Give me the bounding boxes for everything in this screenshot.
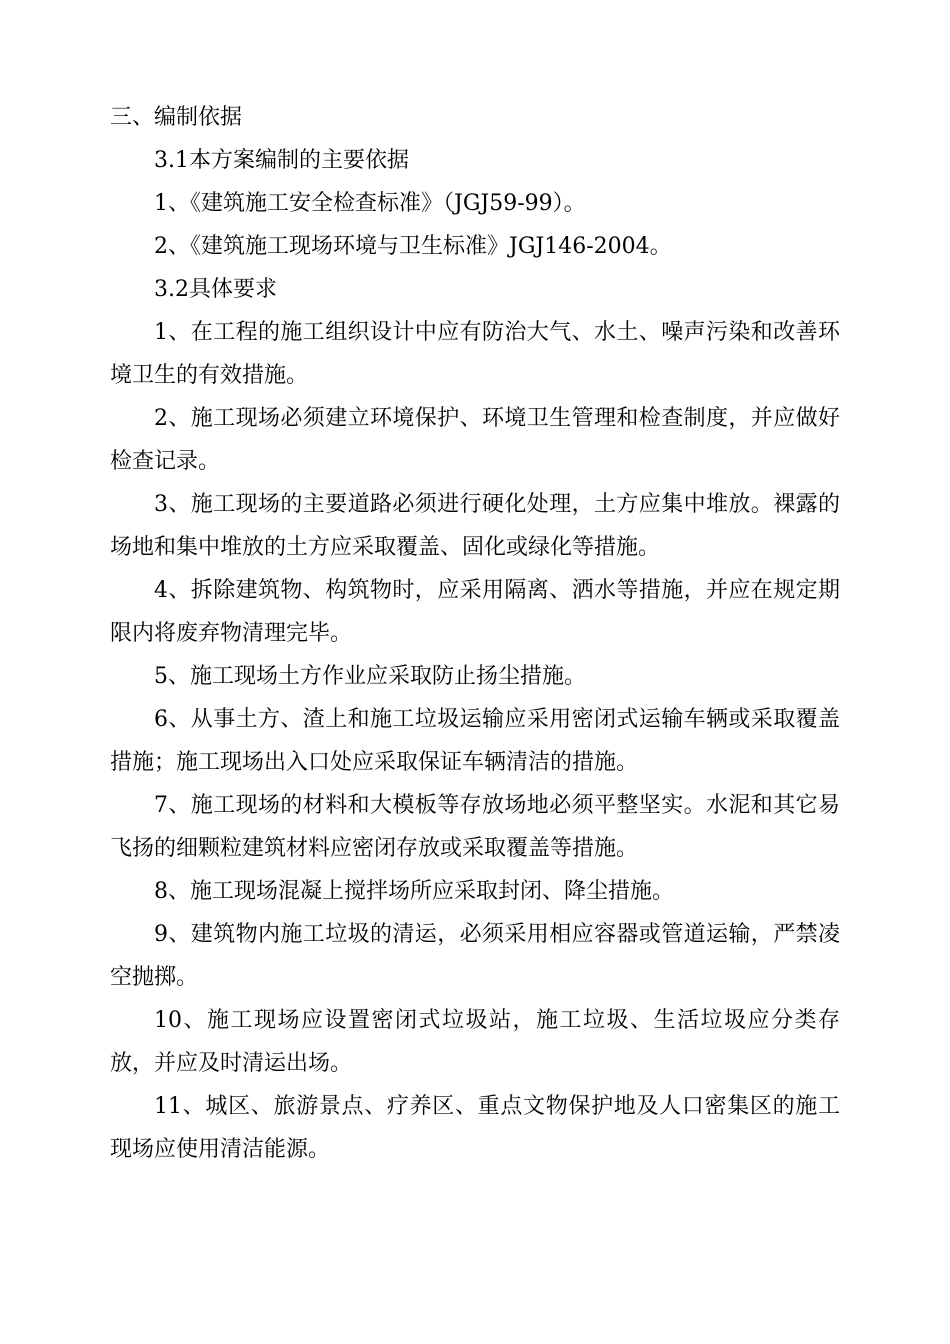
subsection-title-requirements: 3.2具体要求 [154,277,277,302]
basis-item: 2、《建筑施工现场环境与卫生标准》JGJ146-2004。 [154,234,672,259]
requirement-item: 4、拆除建筑物、构筑物时，应采用隔离、洒水等措施，并应在规定期限内将废弃物清理完毕。 [110,578,840,646]
requirement-item: 2、施工现场必须建立环境保护、环境卫生管理和检查制度，并应做好检查记录。 [110,406,840,474]
basis-item: 1、《建筑施工安全检查标准》（JGJ59-99）。 [154,191,586,216]
requirement-item: 11、城区、旅游景点、疗养区、重点文物保护地及人口密集区的施工现场应使用清洁能源。 [110,1094,840,1162]
requirement-item: 3、施工现场的主要道路必须进行硬化处理，土方应集中堆放。裸露的场地和集中堆放的土方应采取覆盖、固化或绿化等措施。 [110,492,840,560]
document-page [110,96,840,1171]
requirement-item: 8、施工现场混凝上搅拌场所应采取封闭、降尘措施。 [154,879,674,904]
requirement-item: 7、施工现场的材料和大模板等存放场地必须平整坚实。水泥和其它易飞扬的细颗粒建筑材料应密闭存放或采取覆盖等措施。 [110,793,840,861]
requirement-item: 5、施工现场土方作业应采取防止扬尘措施。 [154,664,586,689]
subsection-title-basis: 3.1本方案编制的主要依据 [154,148,409,173]
requirement-item: 6、从事土方、渣上和施工垃圾运输应采用密闭式运输车辆或采取覆盖措施；施工现场出入口处应采取保证车辆清洁的措施。 [110,707,840,775]
requirement-item: 1、在工程的施工组织设计中应有防治大气、水土、噪声污染和改善环境卫生的有效措施。 [110,320,840,388]
section-heading: 三、编制依据 [110,105,243,130]
requirement-item: 10、施工现场应设置密闭式垃圾站，施工垃圾、生活垃圾应分类存放，并应及时清运出场。 [110,1008,840,1076]
requirement-item: 9、建筑物内施工垃圾的清运，必须采用相应容器或管道运输，严禁凌空抛掷。 [110,922,840,990]
